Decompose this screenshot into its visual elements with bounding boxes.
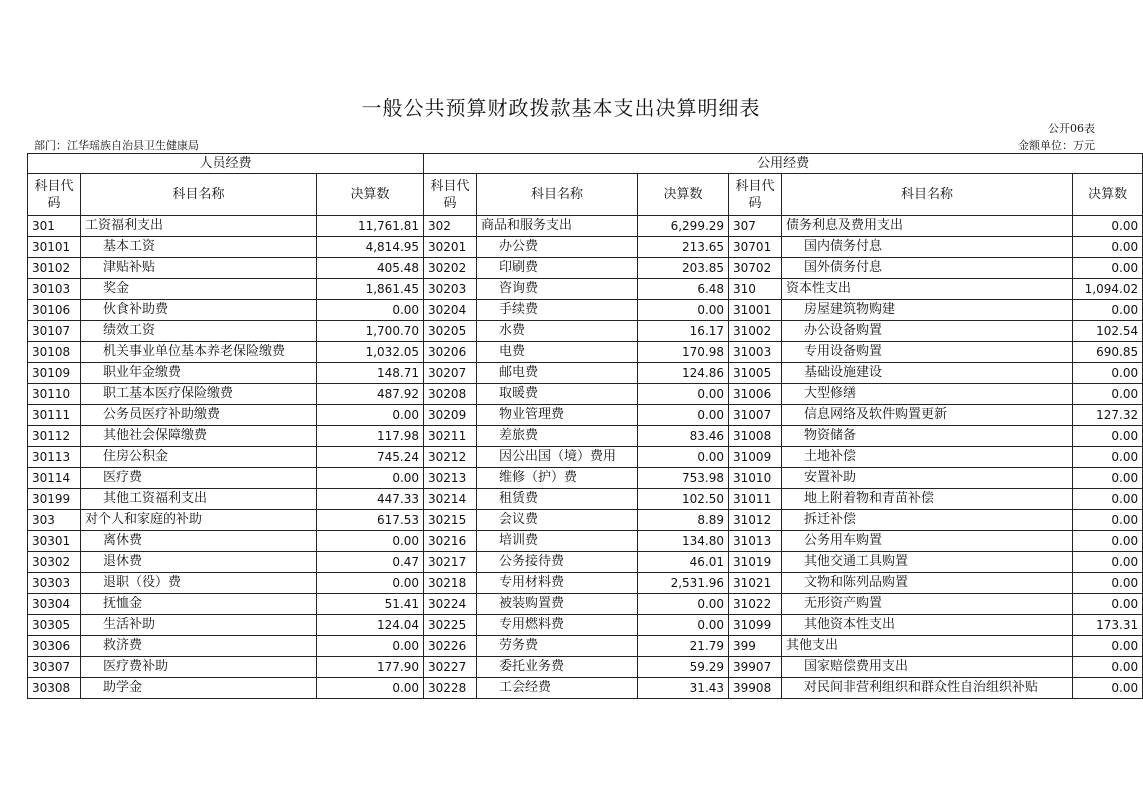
amount-value: 8.89 <box>638 510 729 531</box>
subject-code: 307 <box>729 216 782 237</box>
table-row <box>28 447 1143 468</box>
subject-code: 30109 <box>28 363 81 384</box>
subject-name: 培训费 <box>477 531 638 552</box>
subject-code: 30226 <box>424 636 477 657</box>
table-row <box>28 552 1143 573</box>
subject-name: 医疗费 <box>81 468 317 489</box>
subject-code: 30214 <box>424 489 477 510</box>
amount-value: 0.00 <box>317 300 424 321</box>
col-header-amount: 决算数 <box>1073 174 1143 216</box>
amount-value: 124.04 <box>317 615 424 636</box>
subject-code: 30209 <box>424 405 477 426</box>
amount-value: 31.43 <box>638 678 729 699</box>
subject-code: 30112 <box>28 426 81 447</box>
subject-code: 30205 <box>424 321 477 342</box>
subject-code: 31019 <box>729 552 782 573</box>
subject-name: 无形资产购置 <box>782 594 1073 615</box>
amount-value: 0.00 <box>1073 468 1143 489</box>
subject-code: 30204 <box>424 300 477 321</box>
subject-name: 公务用车购置 <box>782 531 1073 552</box>
col-header-name: 科目名称 <box>81 174 317 216</box>
subject-name: 商品和服务支出 <box>477 216 638 237</box>
amount-value: 203.85 <box>638 258 729 279</box>
subject-name: 因公出国（境）费用 <box>477 447 638 468</box>
subject-code: 31002 <box>729 321 782 342</box>
subject-name: 租赁费 <box>477 489 638 510</box>
col-header-code: 科目代码 <box>424 174 477 216</box>
table-row <box>28 636 1143 657</box>
table-row <box>28 342 1143 363</box>
amount-value: 0.00 <box>1073 594 1143 615</box>
amount-value: 0.00 <box>1073 573 1143 594</box>
amount-value: 487.92 <box>317 384 424 405</box>
amount-value: 148.71 <box>317 363 424 384</box>
group-header-public: 公用经费 <box>424 154 1143 174</box>
table-row <box>28 258 1143 279</box>
subject-name: 生活补助 <box>81 615 317 636</box>
subject-name: 国家赔偿费用支出 <box>782 657 1073 678</box>
amount-value: 0.00 <box>1073 237 1143 258</box>
subject-name: 救济费 <box>81 636 317 657</box>
subject-name: 信息网络及软件购置更新 <box>782 405 1073 426</box>
subject-name: 国内债务付息 <box>782 237 1073 258</box>
subject-code: 399 <box>729 636 782 657</box>
subject-name: 其他社会保障缴费 <box>81 426 317 447</box>
subject-code: 31001 <box>729 300 782 321</box>
amount-value: 0.00 <box>1073 636 1143 657</box>
amount-value: 0.00 <box>1073 426 1143 447</box>
amount-value: 0.00 <box>1073 300 1143 321</box>
subject-name: 差旅费 <box>477 426 638 447</box>
subject-name: 物业管理费 <box>477 405 638 426</box>
col-header-name: 科目名称 <box>782 174 1073 216</box>
subject-code: 30303 <box>28 573 81 594</box>
table-body <box>28 216 1143 699</box>
subject-code: 30202 <box>424 258 477 279</box>
subject-name: 机关事业单位基本养老保险缴费 <box>81 342 317 363</box>
subject-code: 30225 <box>424 615 477 636</box>
subject-code: 31022 <box>729 594 782 615</box>
subject-code: 31005 <box>729 363 782 384</box>
amount-value: 173.31 <box>1073 615 1143 636</box>
amount-value: 0.00 <box>317 531 424 552</box>
amount-value: 6,299.29 <box>638 216 729 237</box>
subject-name: 劳务费 <box>477 636 638 657</box>
subject-name: 大型修缮 <box>782 384 1073 405</box>
subject-name: 资本性支出 <box>782 279 1073 300</box>
subject-name: 津贴补贴 <box>81 258 317 279</box>
subject-name: 办公费 <box>477 237 638 258</box>
amount-value: 170.98 <box>638 342 729 363</box>
amount-value: 6.48 <box>638 279 729 300</box>
subject-name: 工会经费 <box>477 678 638 699</box>
subject-code: 39908 <box>729 678 782 699</box>
table-row <box>28 363 1143 384</box>
subject-name: 职业年金缴费 <box>81 363 317 384</box>
subject-code: 31007 <box>729 405 782 426</box>
subject-code: 31006 <box>729 384 782 405</box>
subject-name: 专用设备购置 <box>782 342 1073 363</box>
amount-value: 0.00 <box>1073 531 1143 552</box>
amount-value: 83.46 <box>638 426 729 447</box>
table-row <box>28 384 1143 405</box>
subject-name: 水费 <box>477 321 638 342</box>
amount-value: 0.00 <box>1073 657 1143 678</box>
amount-value: 134.80 <box>638 531 729 552</box>
subject-name: 土地补偿 <box>782 447 1073 468</box>
subject-code: 30201 <box>424 237 477 258</box>
subject-name: 邮电费 <box>477 363 638 384</box>
subject-name: 其他支出 <box>782 636 1073 657</box>
subject-code: 31011 <box>729 489 782 510</box>
subject-code: 39907 <box>729 657 782 678</box>
table-row <box>28 678 1143 699</box>
subject-name: 对民间非营利组织和群众性自治组织补贴 <box>782 678 1073 699</box>
subject-name: 职工基本医疗保险缴费 <box>81 384 317 405</box>
subject-code: 30218 <box>424 573 477 594</box>
amount-value: 46.01 <box>638 552 729 573</box>
amount-value: 405.48 <box>317 258 424 279</box>
subject-code: 30213 <box>424 468 477 489</box>
table-row <box>28 426 1143 447</box>
subject-code: 302 <box>424 216 477 237</box>
table-row <box>28 468 1143 489</box>
amount-value: 127.32 <box>1073 405 1143 426</box>
subject-name: 住房公积金 <box>81 447 317 468</box>
subject-name: 基础设施建设 <box>782 363 1073 384</box>
col-header-amount: 决算数 <box>638 174 729 216</box>
table-row <box>28 573 1143 594</box>
subject-code: 30304 <box>28 594 81 615</box>
amount-value: 0.00 <box>317 573 424 594</box>
subject-name: 拆迁补偿 <box>782 510 1073 531</box>
subject-code: 30199 <box>28 489 81 510</box>
subject-name: 其他交通工具购置 <box>782 552 1073 573</box>
form-number: 公开06表 <box>1048 122 1095 135</box>
subject-code: 30106 <box>28 300 81 321</box>
unit-label: 金额单位：万元 <box>1018 139 1095 152</box>
subject-code: 30212 <box>424 447 477 468</box>
table-row <box>28 657 1143 678</box>
subject-code: 310 <box>729 279 782 300</box>
subject-name: 公务员医疗补助缴费 <box>81 405 317 426</box>
table-row <box>28 531 1143 552</box>
subject-name: 安置补助 <box>782 468 1073 489</box>
amount-value: 102.50 <box>638 489 729 510</box>
subject-code: 30211 <box>424 426 477 447</box>
subject-code: 30224 <box>424 594 477 615</box>
table-row <box>28 615 1143 636</box>
table-row <box>28 405 1143 426</box>
subject-code: 30215 <box>424 510 477 531</box>
page-title: 一般公共预算财政拨款基本支出决算明细表 <box>361 96 761 120</box>
subject-code: 31010 <box>729 468 782 489</box>
amount-value: 0.00 <box>1073 552 1143 573</box>
amount-value: 0.00 <box>1073 678 1143 699</box>
amount-value: 1,094.02 <box>1073 279 1143 300</box>
department-label: 部门：江华瑶族自治县卫生健康局 <box>34 139 199 152</box>
table-row <box>28 510 1143 531</box>
amount-value: 617.53 <box>317 510 424 531</box>
amount-value: 59.29 <box>638 657 729 678</box>
amount-value: 447.33 <box>317 489 424 510</box>
subject-name: 医疗费补助 <box>81 657 317 678</box>
amount-value: 1,032.05 <box>317 342 424 363</box>
amount-value: 0.00 <box>317 678 424 699</box>
subject-name: 绩效工资 <box>81 321 317 342</box>
subject-name: 退休费 <box>81 552 317 573</box>
subject-code: 30102 <box>28 258 81 279</box>
subject-name: 印刷费 <box>477 258 638 279</box>
table-row <box>28 321 1143 342</box>
subject-name: 对个人和家庭的补助 <box>81 510 317 531</box>
subject-code: 31009 <box>729 447 782 468</box>
subject-name: 地上附着物和青苗补偿 <box>782 489 1073 510</box>
subject-code: 30203 <box>424 279 477 300</box>
subject-name: 取暖费 <box>477 384 638 405</box>
subject-name: 被装购置费 <box>477 594 638 615</box>
amount-value: 0.00 <box>1073 216 1143 237</box>
subject-code: 30228 <box>424 678 477 699</box>
amount-value: 0.00 <box>317 468 424 489</box>
subject-name: 国外债务付息 <box>782 258 1073 279</box>
subject-code: 30307 <box>28 657 81 678</box>
subject-name: 公务接待费 <box>477 552 638 573</box>
subject-name: 伙食补助费 <box>81 300 317 321</box>
subject-code: 30113 <box>28 447 81 468</box>
subject-name: 其他工资福利支出 <box>81 489 317 510</box>
amount-value: 177.90 <box>317 657 424 678</box>
amount-value: 2,531.96 <box>638 573 729 594</box>
subject-name: 维修（护）费 <box>477 468 638 489</box>
amount-value: 0.00 <box>1073 258 1143 279</box>
subject-code: 30101 <box>28 237 81 258</box>
amount-value: 117.98 <box>317 426 424 447</box>
subject-name: 文物和陈列品购置 <box>782 573 1073 594</box>
subject-code: 31021 <box>729 573 782 594</box>
subject-code: 30308 <box>28 678 81 699</box>
subject-name: 咨询费 <box>477 279 638 300</box>
col-header-code: 科目代码 <box>729 174 782 216</box>
col-header-code: 科目代码 <box>28 174 81 216</box>
amount-value: 16.17 <box>638 321 729 342</box>
table-row <box>28 279 1143 300</box>
amount-value: 0.00 <box>638 594 729 615</box>
subject-code: 30227 <box>424 657 477 678</box>
subject-name: 离休费 <box>81 531 317 552</box>
amount-value: 745.24 <box>317 447 424 468</box>
subject-code: 30702 <box>729 258 782 279</box>
table-row <box>28 237 1143 258</box>
group-header-personnel: 人员经费 <box>28 154 424 174</box>
amount-value: 0.00 <box>638 300 729 321</box>
amount-value: 0.00 <box>1073 489 1143 510</box>
subject-code: 30216 <box>424 531 477 552</box>
amount-value: 0.00 <box>1073 447 1143 468</box>
subject-name: 其他资本性支出 <box>782 615 1073 636</box>
subject-name: 电费 <box>477 342 638 363</box>
subject-code: 301 <box>28 216 81 237</box>
subject-code: 30207 <box>424 363 477 384</box>
subject-name: 奖金 <box>81 279 317 300</box>
subject-name: 工资福利支出 <box>81 216 317 237</box>
subject-name: 办公设备购置 <box>782 321 1073 342</box>
subject-name: 物资储备 <box>782 426 1073 447</box>
subject-code: 31012 <box>729 510 782 531</box>
subject-name: 助学金 <box>81 678 317 699</box>
amount-value: 4,814.95 <box>317 237 424 258</box>
subject-code: 30208 <box>424 384 477 405</box>
amount-value: 753.98 <box>638 468 729 489</box>
table-row <box>28 594 1143 615</box>
col-header-name: 科目名称 <box>477 174 638 216</box>
table-row <box>28 216 1143 237</box>
subject-name: 手续费 <box>477 300 638 321</box>
subject-code: 31003 <box>729 342 782 363</box>
amount-value: 11,761.81 <box>317 216 424 237</box>
subject-code: 30305 <box>28 615 81 636</box>
subject-code: 30108 <box>28 342 81 363</box>
subject-name: 专用材料费 <box>477 573 638 594</box>
subject-code: 30701 <box>729 237 782 258</box>
amount-value: 0.00 <box>1073 363 1143 384</box>
expenditure-table <box>27 153 1143 699</box>
subject-name: 会议费 <box>477 510 638 531</box>
subject-code: 31008 <box>729 426 782 447</box>
subject-code: 30107 <box>28 321 81 342</box>
subject-code: 30206 <box>424 342 477 363</box>
subject-name: 基本工资 <box>81 237 317 258</box>
subject-code: 30110 <box>28 384 81 405</box>
subject-code: 31099 <box>729 615 782 636</box>
amount-value: 1,700.70 <box>317 321 424 342</box>
subject-code: 30217 <box>424 552 477 573</box>
subject-code: 303 <box>28 510 81 531</box>
subject-code: 30114 <box>28 468 81 489</box>
amount-value: 0.47 <box>317 552 424 573</box>
amount-value: 690.85 <box>1073 342 1143 363</box>
subject-code: 31013 <box>729 531 782 552</box>
subject-name: 退职（役）费 <box>81 573 317 594</box>
subject-name: 房屋建筑物购建 <box>782 300 1073 321</box>
amount-value: 102.54 <box>1073 321 1143 342</box>
subject-name: 委托业务费 <box>477 657 638 678</box>
subject-code: 30302 <box>28 552 81 573</box>
amount-value: 0.00 <box>1073 384 1143 405</box>
amount-value: 0.00 <box>638 447 729 468</box>
subject-code: 30301 <box>28 531 81 552</box>
table-row <box>28 300 1143 321</box>
subject-code: 30103 <box>28 279 81 300</box>
amount-value: 0.00 <box>317 636 424 657</box>
amount-value: 0.00 <box>317 405 424 426</box>
subject-name: 抚恤金 <box>81 594 317 615</box>
amount-value: 1,861.45 <box>317 279 424 300</box>
amount-value: 21.79 <box>638 636 729 657</box>
subject-name: 专用燃料费 <box>477 615 638 636</box>
subject-code: 30306 <box>28 636 81 657</box>
amount-value: 213.65 <box>638 237 729 258</box>
table-row <box>28 489 1143 510</box>
amount-value: 124.86 <box>638 363 729 384</box>
subject-code: 30111 <box>28 405 81 426</box>
amount-value: 0.00 <box>638 384 729 405</box>
amount-value: 0.00 <box>1073 510 1143 531</box>
col-header-amount: 决算数 <box>317 174 424 216</box>
amount-value: 51.41 <box>317 594 424 615</box>
amount-value: 0.00 <box>638 615 729 636</box>
subject-name: 债务利息及费用支出 <box>782 216 1073 237</box>
amount-value: 0.00 <box>638 405 729 426</box>
